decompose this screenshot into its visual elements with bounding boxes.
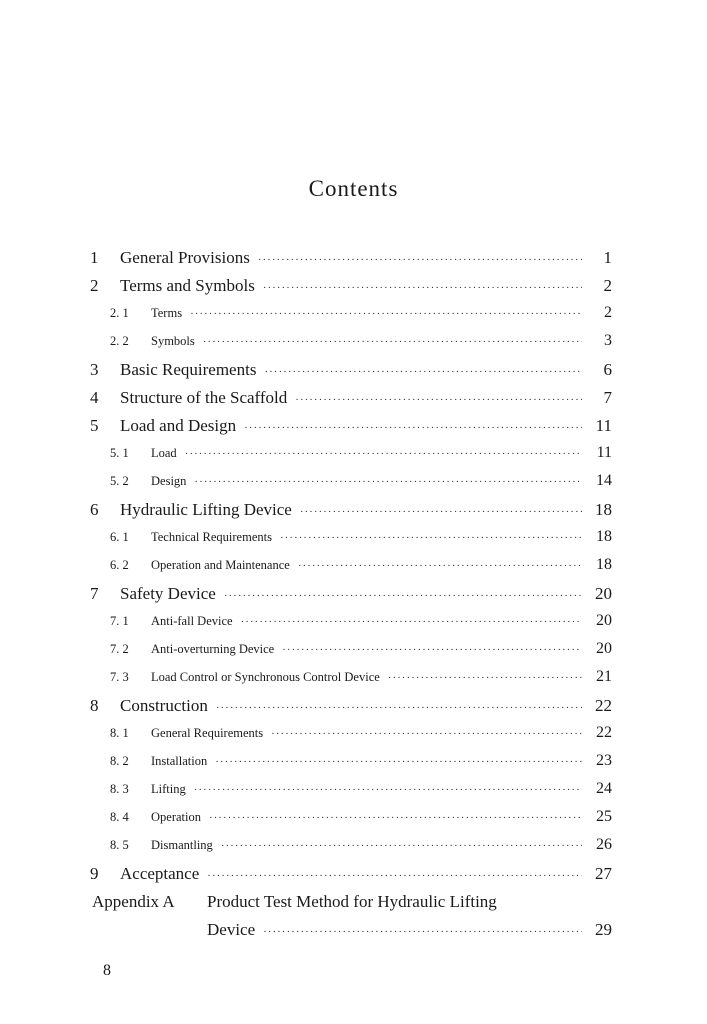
toc-leader-dots	[258, 254, 582, 266]
toc-entry-label: Basic Requirements	[120, 360, 257, 379]
toc-section-entry[interactable]	[0, 528, 707, 556]
toc-entry-number: 6. 1	[110, 530, 129, 544]
toc-section-entry[interactable]	[0, 724, 707, 752]
toc-entry-page-number: 24	[596, 780, 612, 797]
toc-entry-label: General Provisions	[120, 248, 250, 267]
toc-leader-dots	[244, 422, 582, 434]
toc-entry-number: 6	[90, 500, 99, 519]
toc-entry-page-number: 26	[596, 836, 612, 853]
toc-entry-number: 7. 2	[110, 642, 129, 656]
toc-section-entry[interactable]	[0, 640, 707, 668]
toc-entry-label: Safety Device	[120, 584, 216, 603]
toc-entry-label: Structure of the Scaffold	[120, 388, 288, 407]
toc-leader-dots	[264, 366, 582, 378]
toc-section-entry[interactable]	[0, 444, 707, 472]
toc-leader-dots	[280, 532, 582, 544]
toc-section-entry[interactable]	[0, 304, 707, 332]
toc-entry-page-number: 2	[603, 276, 612, 295]
toc-entry-label: Operation	[151, 810, 201, 824]
toc-entry-label: Load	[151, 446, 177, 460]
toc-entry-number: 7	[90, 584, 99, 603]
toc-entry-page-number: 18	[596, 556, 612, 573]
toc-chapter-entry[interactable]	[0, 388, 707, 416]
toc-appendix-line-2[interactable]	[0, 920, 707, 948]
toc-chapter-entry[interactable]	[0, 864, 707, 892]
toc-entry-label: Design	[151, 474, 187, 488]
toc-chapter-entry[interactable]	[0, 360, 707, 388]
toc-entry-label: Load and Design	[120, 416, 237, 435]
toc-chapter-entry[interactable]	[0, 584, 707, 612]
toc-entry-label: Load Control or Synchronous Control Device	[151, 670, 380, 684]
toc-entry-label: Construction	[120, 696, 208, 715]
toc-entry-label: General Requirements	[151, 726, 264, 740]
toc-entry-number: 8	[90, 696, 99, 715]
toc-entry-page-number: 22	[596, 724, 612, 741]
toc-entry-page-number: 3	[604, 332, 612, 349]
toc-entry-label: Operation and Maintenance	[151, 558, 290, 572]
toc-entry-label: Installation	[151, 754, 208, 768]
page-folio-number: 8	[103, 962, 111, 979]
toc-entry-number: 2	[90, 276, 99, 295]
toc-entry-label: Technical Requirements	[151, 530, 272, 544]
toc-entry-number: 8. 5	[110, 838, 129, 852]
toc-entry-label: Terms and Symbols	[120, 276, 255, 295]
toc-leader-dots	[224, 590, 582, 602]
toc-entry-number: 2. 2	[110, 334, 129, 348]
table-of-contents	[0, 248, 707, 948]
toc-entry-page-number: 2	[604, 304, 612, 321]
toc-leader-dots	[263, 926, 582, 938]
page-title: Contents	[308, 176, 399, 201]
toc-entry-page-number: 22	[595, 696, 612, 715]
toc-chapter-entry[interactable]	[0, 500, 707, 528]
toc-section-entry[interactable]	[0, 808, 707, 836]
toc-leader-dots	[300, 506, 582, 518]
toc-entry-label: Anti-fall Device	[151, 614, 233, 628]
toc-leader-dots	[221, 840, 582, 852]
toc-leader-dots	[207, 870, 582, 882]
toc-leader-dots	[209, 812, 582, 824]
toc-chapter-entry[interactable]	[0, 696, 707, 724]
toc-entry-label: Hydraulic Lifting Device	[120, 500, 292, 519]
toc-entry-number: 2. 1	[110, 306, 129, 320]
toc-entry-number: 1	[90, 248, 99, 267]
toc-leader-dots	[194, 784, 582, 796]
toc-leader-dots	[216, 702, 582, 714]
toc-entry-page-number: 27	[595, 864, 612, 883]
toc-entry-label: Dismantling	[151, 838, 213, 852]
toc-leader-dots	[282, 644, 582, 656]
toc-entry-page-number: 21	[596, 668, 612, 685]
toc-entry-page-number: 18	[596, 528, 612, 545]
toc-entry-page-number: 7	[603, 388, 612, 407]
toc-section-entry[interactable]	[0, 556, 707, 584]
toc-section-entry[interactable]	[0, 668, 707, 696]
toc-leader-dots	[185, 448, 582, 460]
toc-section-entry[interactable]	[0, 836, 707, 864]
toc-leader-dots	[215, 756, 582, 768]
toc-leader-dots	[271, 728, 582, 740]
toc-entry-label: Acceptance	[120, 864, 200, 883]
toc-section-entry[interactable]	[0, 612, 707, 640]
toc-entry-number: 9	[90, 864, 99, 883]
toc-entry-page-number: 6	[603, 360, 612, 379]
toc-entry-number: 8. 4	[110, 810, 129, 824]
toc-entry-number: 7. 3	[110, 670, 129, 684]
toc-appendix-title-line-2: Device	[207, 920, 256, 939]
toc-entry-number: 5. 1	[110, 446, 129, 460]
toc-entry-number: 8. 1	[110, 726, 129, 740]
toc-leader-dots	[298, 560, 582, 572]
toc-appendix-line-1[interactable]	[0, 892, 707, 920]
toc-entry-page-number: 23	[596, 752, 612, 769]
toc-entry-number: 6. 2	[110, 558, 129, 572]
toc-entry-number: 5	[90, 416, 99, 435]
toc-entry-page-number: 11	[596, 444, 612, 461]
toc-appendix-title-line-1: Product Test Method for Hydraulic Lifting	[207, 892, 497, 911]
toc-entry-label: Lifting	[151, 782, 186, 796]
toc-leader-dots	[388, 672, 582, 684]
toc-entry-page-number: 14	[596, 472, 612, 489]
toc-entry-label: Symbols	[151, 334, 195, 348]
toc-entry-number: 8. 3	[110, 782, 129, 796]
toc-entry-page-number: 1	[603, 248, 612, 267]
toc-section-entry[interactable]	[0, 332, 707, 360]
toc-entry-number: 3	[90, 360, 99, 379]
toc-chapter-entry[interactable]	[0, 248, 707, 276]
toc-leader-dots	[295, 394, 582, 406]
toc-entry-page-number: 20	[596, 640, 612, 657]
toc-section-entry[interactable]	[0, 472, 707, 500]
toc-entry-page-number: 25	[596, 808, 612, 825]
toc-leader-dots	[203, 336, 582, 348]
toc-chapter-entry[interactable]	[0, 416, 707, 444]
toc-leader-dots	[263, 282, 582, 294]
toc-entry-page-number: 20	[595, 584, 612, 603]
toc-chapter-entry[interactable]	[0, 276, 707, 304]
toc-entry-number: 4	[90, 388, 99, 407]
toc-leader-dots	[241, 616, 582, 628]
toc-entry-number: 8. 2	[110, 754, 129, 768]
toc-entry-number: 7. 1	[110, 614, 129, 628]
toc-entry-page-number: 20	[596, 612, 612, 629]
toc-leader-dots	[194, 476, 582, 488]
toc-entry-number: 5. 2	[110, 474, 129, 488]
toc-entry-label: Terms	[151, 306, 183, 320]
toc-appendix-label: Appendix A	[92, 892, 175, 911]
toc-section-entry[interactable]	[0, 780, 707, 808]
toc-entry-page-number: 11	[595, 416, 612, 435]
toc-appendix-page-number: 29	[595, 920, 612, 939]
toc-entry-page-number: 18	[595, 500, 612, 519]
toc-leader-dots	[190, 308, 582, 320]
toc-entry-label: Anti-overturning Device	[151, 642, 275, 656]
toc-section-entry[interactable]	[0, 752, 707, 780]
